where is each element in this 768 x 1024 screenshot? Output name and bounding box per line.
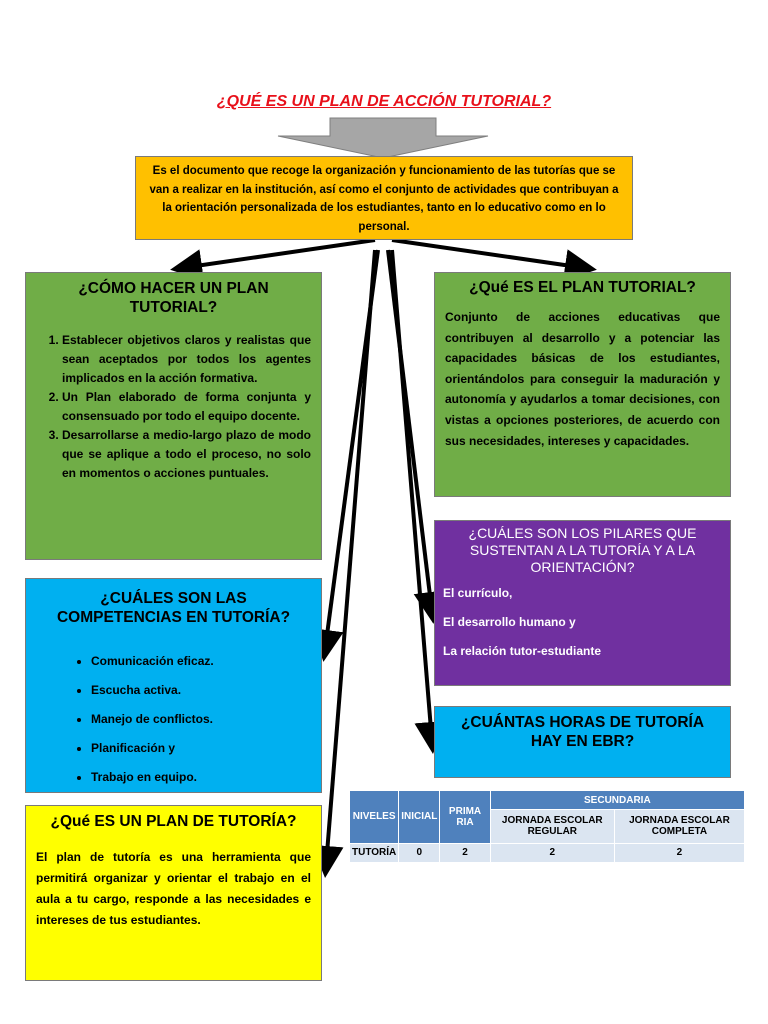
list-item: 2. Un Plan elaborado de forma conjunta y consensuado por todo el equipo docente. [62, 388, 311, 426]
definition-box [135, 156, 633, 240]
arrow-to-que-es-plan [392, 240, 585, 268]
competencias-list [36, 647, 311, 792]
plan-tutoria-text: El plan de tutoría es una herramienta que permitirá organizar y orientar el trabajo en el aula a tu cargo, responde a las necesidades e intereses de tus estudiantes. [36, 850, 311, 927]
list-item: 3. Desarrollarse a medio-largo plazo de modo que se aplique a todo el proceso, no solo en momentos o acciones puntuales. [62, 426, 311, 483]
como-hacer-list [36, 331, 311, 483]
que-es-plan-tutorial-title: ¿Qué ES EL PLAN TUTORIAL? [469, 279, 696, 296]
horas-box [434, 706, 731, 778]
th-secundaria: SECUNDARIA [490, 791, 744, 810]
cell-primaria: 2 [440, 843, 490, 862]
list-item: El desarrollo humano y [443, 615, 576, 629]
competencias-title: ¿CUÁLES SON LAS COMPETENCIAS EN TUTORÍA? [56, 590, 291, 626]
list-item: 1. Establecer objetivos claros y realistas que sean aceptados por todos los agentes implicados en la acción formativa. [62, 331, 311, 388]
arrow-to-como-hacer [182, 240, 375, 268]
competencias-box [25, 578, 322, 793]
list-item: • Escucha activa. [91, 676, 311, 705]
list-item: El currículo, [443, 586, 513, 600]
definition-text: Es el documento que recoge la organización y funcionamiento de las tutorías que se van a realizar en la institución, así como el conjunto de actividades que contribuyan a la orientación personalizada de los estudiantes, tanto en lo educativo como en lo personal. [149, 165, 619, 233]
cell-tutoria: TUTORÍA [350, 843, 399, 862]
list-item: La relación tutor-estudiante [443, 644, 602, 658]
th-niveles: NIVELES [350, 791, 399, 844]
horas-title: ¿CUÁNTAS HORAS DE TUTORÍA HAY EN EBR? [460, 714, 705, 750]
cell-completa: 2 [614, 843, 744, 862]
cell-inicial: 0 [399, 843, 440, 862]
plan-tutoria-title: ¿Qué ES UN PLAN DE TUTORÍA? [50, 813, 297, 830]
que-es-plan-tutorial-text: Conjunto de acciones educativas que contribuyen al desarrollo y a potenciar las capacidades básicas de los estudiantes, orientándolos para conseguir la maduración y autonomía y ayudarlos a tomar decisiones, con vistas a opciones posteriores, de acuerdo con sus necesidades, intereses y capacidades. [445, 310, 720, 448]
como-hacer-title: ¿CÓMO HACER UN PLAN TUTORIAL? [78, 280, 269, 316]
pilares-box [434, 520, 731, 686]
th-primaria: PRIMA RIA [440, 791, 490, 844]
th-jornada-completa: JORNADA ESCOLAR COMPLETA [614, 810, 744, 844]
list-item: • Comunicación eficaz. [91, 647, 311, 676]
pilares-list [443, 579, 722, 666]
arrow-to-plan-tutoria [326, 250, 375, 866]
table-row [350, 843, 745, 862]
th-inicial: INICIAL [399, 791, 440, 844]
cell-regular: 2 [490, 843, 614, 862]
horas-table [349, 790, 745, 863]
page-title: ¿QUÉ ES UN PLAN DE ACCIÓN TUTORIAL? [216, 93, 552, 110]
list-item: • Manejo de conflictos. [91, 705, 311, 734]
arrow-to-horas [392, 250, 432, 742]
down-block-arrow [278, 118, 488, 158]
th-jornada-regular: JORNADA ESCOLAR REGULAR [490, 810, 614, 844]
list-item: • Planificación y [91, 734, 311, 763]
como-hacer-box [25, 272, 322, 560]
list-item: • Trabajo en equipo. [91, 763, 311, 792]
pilares-title: ¿CUÁLES SON LOS PILARES QUE SUSTENTAN A LA TUTORÍA Y A LA ORIENTACIÓN? [468, 525, 697, 575]
plan-tutoria-box [25, 805, 322, 981]
que-es-plan-tutorial-box [434, 272, 731, 497]
